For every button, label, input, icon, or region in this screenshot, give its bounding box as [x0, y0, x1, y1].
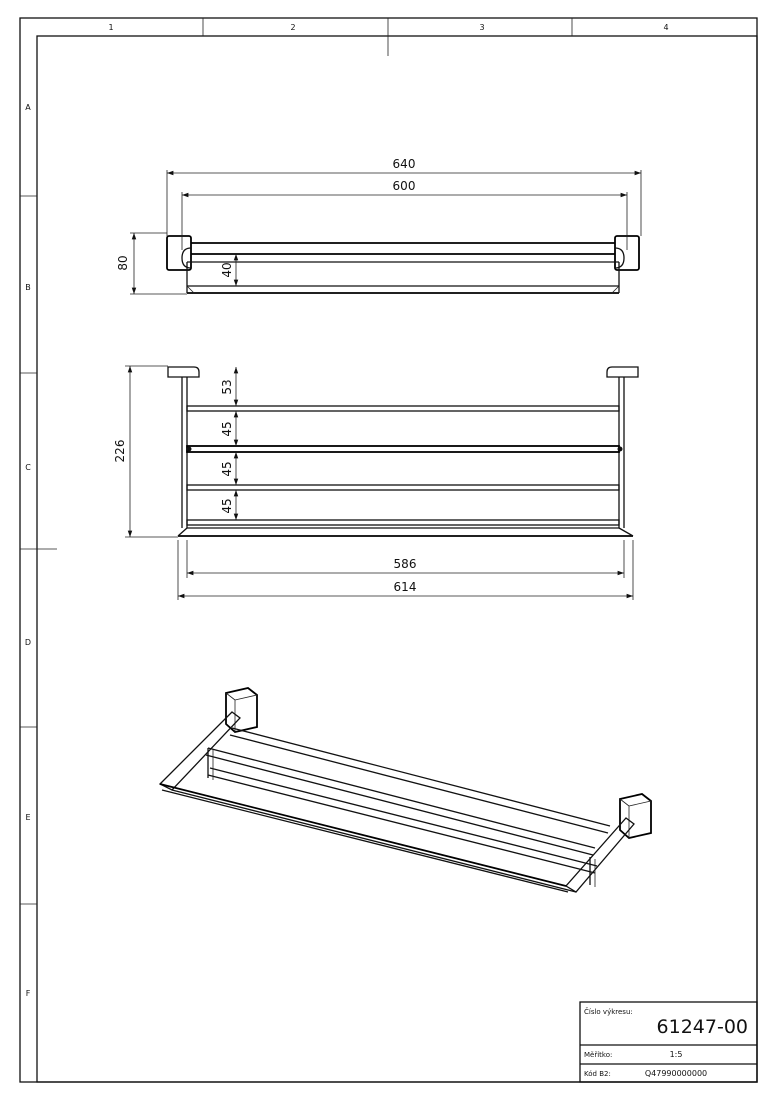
column-label-3: 3 — [479, 23, 485, 32]
scale-label: Měřítko: — [584, 1051, 613, 1059]
column-label-4: 4 — [663, 23, 669, 32]
dimension-226: 226 — [113, 439, 127, 463]
sheet-frame — [20, 18, 757, 1082]
dimension-40: 40 — [220, 262, 234, 278]
row-label-E: E — [25, 813, 31, 822]
dimension-80: 80 — [116, 255, 130, 271]
dimension-45-a: 45 — [220, 421, 234, 437]
dimension-614: 614 — [393, 580, 417, 594]
isometric-view — [160, 688, 651, 892]
column-label-1: 1 — [108, 23, 114, 32]
left-mount — [168, 367, 199, 377]
top-view-dimensions — [130, 170, 641, 294]
top-view — [167, 236, 639, 293]
front-view — [168, 367, 638, 536]
bar-2 — [187, 446, 619, 452]
dimension-640: 640 — [392, 157, 416, 171]
column-label-2: 2 — [290, 23, 296, 32]
row-label-D: D — [24, 638, 32, 647]
code-label: Kód B2: — [584, 1070, 611, 1078]
front-view-dimensions — [125, 366, 633, 600]
right-mount — [607, 367, 638, 377]
row-label-B: B — [25, 283, 31, 292]
drawing-number: 61247-00 — [656, 1016, 748, 1038]
row-label-F: F — [25, 989, 31, 998]
dimension-45-b: 45 — [220, 461, 234, 477]
scale-value: 1:5 — [669, 1050, 683, 1059]
drawing-number-label: Číslo výkresu: — [584, 1008, 633, 1016]
bar-1 — [187, 406, 619, 411]
dimension-586: 586 — [393, 557, 417, 571]
row-label-A: A — [25, 103, 31, 112]
code-value: Q47990000000 — [644, 1069, 708, 1078]
row-label-C: C — [25, 463, 31, 472]
dimension-53: 53 — [220, 379, 234, 395]
dimension-45-c: 45 — [220, 498, 234, 514]
dimension-600: 600 — [392, 179, 416, 193]
bar-4 — [187, 520, 619, 525]
bar-3 — [187, 485, 619, 490]
